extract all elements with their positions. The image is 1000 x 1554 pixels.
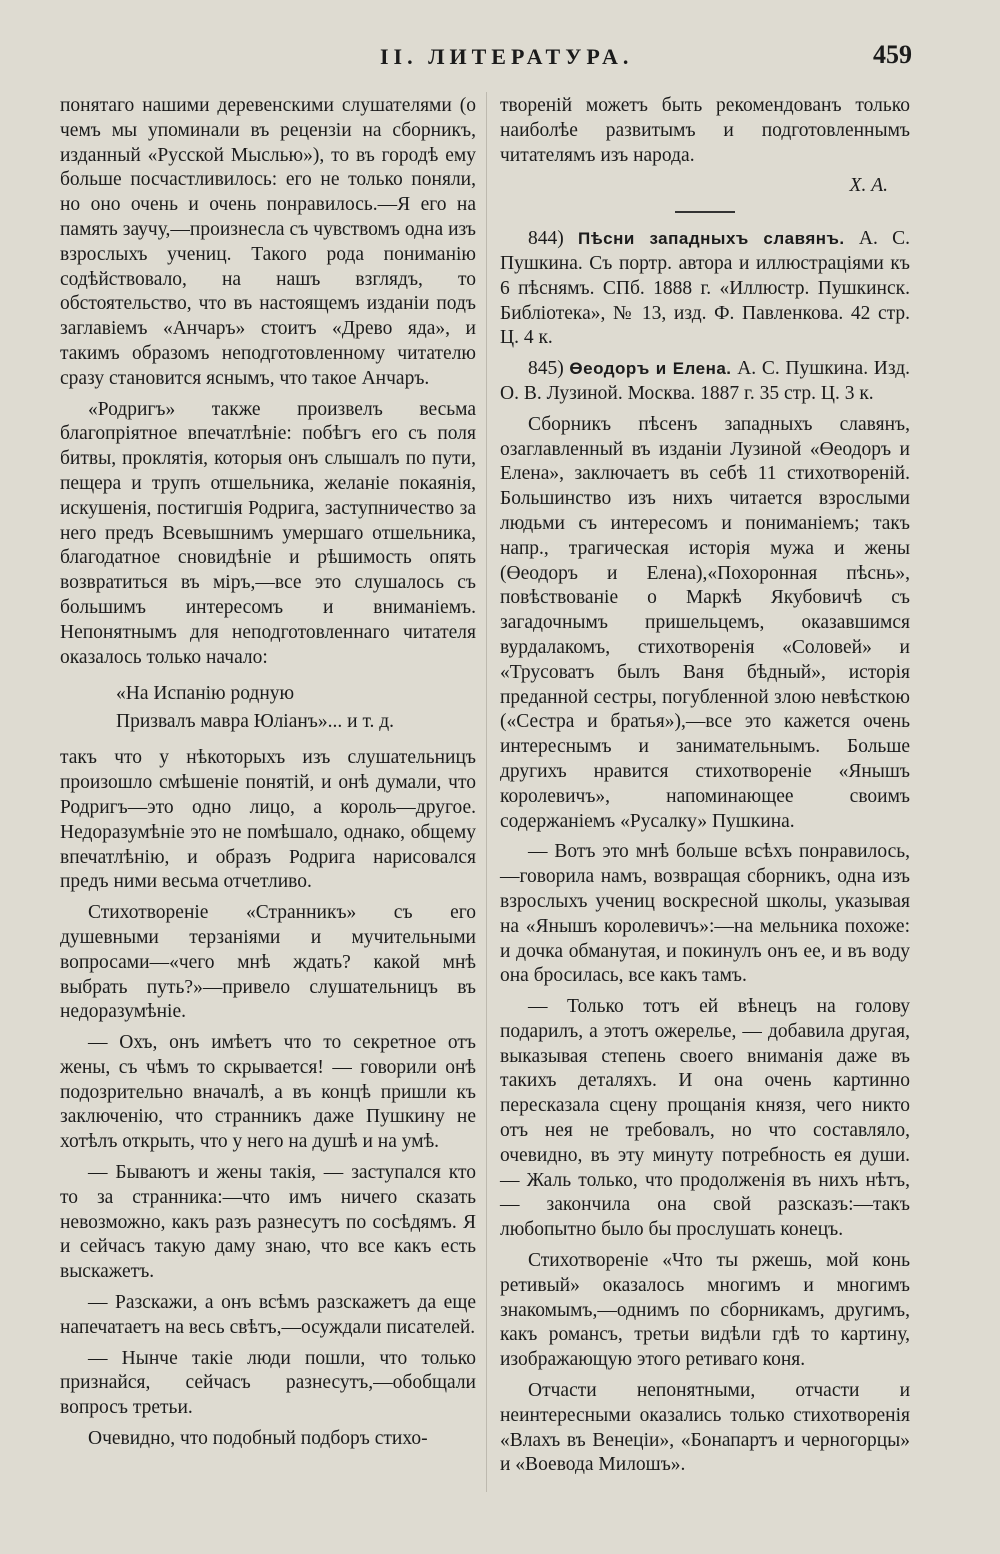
entry-number: 844): [528, 228, 564, 250]
paragraph: — Разскажи, а онъ всѣмъ разскажетъ да еще напечатаетъ на весь свѣтъ,—осуждали писателей.: [60, 1292, 476, 1338]
paragraph: понятаго нашими деревенскими слушателями (о чемъ мы упоминали въ рецензіи на сборникъ, изданный «Русской Мыслью»), то въ городѣ ему больше посчастливилось: его не только поняли, но оно очень и очень понравилось.—Я его на память заучу,—произнесла съ чувствомъ одна изъ взрослыхъ учениц. Такого рода пониманію содѣйствовало, на нашъ взглядъ, то обстоятельство, что въ настоящемъ изданіи подъ заглавіемъ «Анчаръ» стоитъ «Древо яда», и такимъ образомъ неподготовленному читателю сразу становится яснымъ, что такое Анчаръ.: [60, 95, 476, 389]
paragraph: Стихотвореніе «Что ты ржешь, мой конь ретивый» оказалось многимъ и многимъ знакомымъ,—однимъ по сборникамъ, другимъ, какъ романсъ, третьи видѣли гдѣ то картину, изображающую этого ретиваго коня.: [500, 1250, 910, 1371]
page-number: 459: [873, 40, 912, 69]
verse-quote: [116, 680, 476, 736]
entry-title: Өеодоръ и Елена.: [569, 359, 732, 379]
paragraph: Отчасти непонятными, отчасти и неинтересными оказались только стихотворенія «Влахъ въ Венеціи», «Бонапартъ и черногорцы» и «Воевода Милошъ».: [500, 1380, 910, 1476]
paragraph: — Бываютъ и жены такія, — заступался кто то за странника:—что имъ ничего сказать невозможно, какъ разъ разнесутъ по сосѣдямъ. Я и сейчасъ такую даму знаю, что все какъ есть выскажетъ.: [60, 1162, 476, 1283]
paragraph: Сборникъ пѣсенъ западныхъ славянъ, озаглавленный въ изданіи Лузиной «Өеодоръ и Елена», заключаетъ въ себѣ 11 стихотвореній. Большинство изъ нихъ читается взрослыми людьми съ интересомъ и пониманіемъ; такъ напр., трагическая исторія мужа и жены (Өеодоръ и Елена),«Похоронная пѣснь», повѣствованіе о Маркѣ Якубовичѣ съ загадочнымъ пришельцемъ, оказавшимся вурдалакомъ, стихотворенія «Соловей» и «Трусоватъ былъ Ваня бѣдный», исторія преданной сестры, погубленной злою невѣсткою («Сестра и братья»),—все это кажется очень интереснымъ и занимательнымъ. Больше другихъ нравится стихотвореніе «Янышъ королевичъ», напоминающее своимъ содержаніемъ «Русалку» Пушкина.: [500, 413, 910, 832]
entry-title: Пѣсни западныхъ славянъ.: [578, 229, 845, 249]
verse-line: «На Испанію родную: [116, 683, 295, 705]
verse-line: Призвалъ мавра Юліанъ»... и т. д.: [116, 711, 395, 733]
paragraph: — Вотъ это мнѣ больше всѣхъ понравилось,—говорила намъ, возвращая сборникъ, одна изъ взрослыхъ учениц воскресной школы, указывая на «Янышъ королевичъ»:—на мельника похоже: и дочка обманутая, и покинулъ онъ ее, и въ воду она бросилась, все какъ тамъ.: [500, 841, 910, 987]
column-divider: [486, 92, 487, 1492]
left-column: [60, 94, 476, 1458]
paragraph: «Родригъ» также произвелъ весьма благопріятное впечатлѣніе: побѣгъ его съ поля битвы, проклятія, которыя онъ слышалъ по пути, пещера и трупъ отшельника, желаніе покаянія, искушенія, постигшія Родрига, заступничество за него предъ Всевышнимъ умершаго отшельника, благодатное сновидѣніе и рѣшимость опять возвратиться въ міръ,—все это слушалось съ большимъ интересомъ и вниманіемъ. Непонятнымъ для неподготовленнаго читателя оказалось только начало:: [60, 398, 476, 668]
paragraph: — Нынче такіе люди пошли, что только признайся, сейчасъ разнесутъ,—обобщали вопросъ третьи.: [60, 1347, 476, 1419]
entry-text: А. С. Пушкина. Съ портр. автора и иллюстраціями къ 6 пѣснямъ. СПб. 1888 г. «Иллюстр. Пушкинск. Библіотека», № 13, изд. Ф. Павленкова. 42 стр. Ц. 4 к.: [500, 228, 911, 349]
paragraph: Очевидно, что подобный подборъ стихо-: [88, 1428, 428, 1450]
entry-number: 845): [528, 358, 564, 380]
entry-text: А. С. Пушкина. Изд. О. В. Лузиной. Москва. 1887 г. 35 стр. Ц. 3 к.: [500, 358, 910, 404]
section-rule: [675, 211, 735, 213]
bibliography-entry-845: [500, 357, 910, 407]
author-signature: Х. А.: [849, 175, 888, 197]
right-column: [500, 94, 910, 1484]
bibliography-entry-844: [500, 227, 910, 351]
paragraph: такъ что у нѣкоторыхъ изъ слушательницъ произошло смѣшеніе понятій, и онѣ думали, что Родригъ—это одно лицо, а король—другое. Недоразумѣніе это не помѣшало, однако, общему впечатлѣнію, и образъ Родрига нарисовался предъ ними весьма отчетливо.: [60, 747, 476, 893]
running-title: II. ЛИТЕРАТУРА.: [380, 44, 634, 69]
paragraph: — Охъ, онъ имѣетъ что то секретное отъ жены, съ чѣмъ то скрывается! — говорили онѣ подозрительно вначалѣ, а въ концѣ пришли къ заключенію, что странникъ даже Пушкину не хотѣлъ открыть, что у него на душѣ и на умѣ.: [60, 1032, 476, 1153]
paragraph: — Только тотъ ей вѣнецъ на голову подарилъ, а этотъ ожерелье, — добавила другая, выказывая степень своего вниманія даже въ такихъ деталяхъ. И она очень картинно пересказала сцену прощанія князя, чего никто отъ нея не требовалъ, но что составляло, очевидно, въ эту минуту потребность ея души. — Жаль только, что продолженія въ нихъ нѣтъ, — закончила она свой разсказъ:—такъ любопытно было бы прослушать конецъ.: [500, 996, 910, 1241]
paragraph: Стихотвореніе «Странникъ» съ его душевными терзаніями и мучительными вопросами—«чего мнѣ ждать? какой мнѣ выбрать путь?»—привело слушательницъ въ недоразумѣніе.: [60, 902, 476, 1023]
page-header: [62, 40, 912, 80]
paragraph: твореній можетъ быть рекомендованъ только наиболѣе развитымъ и подготовленнымъ читателямъ изъ народа.: [500, 95, 910, 166]
